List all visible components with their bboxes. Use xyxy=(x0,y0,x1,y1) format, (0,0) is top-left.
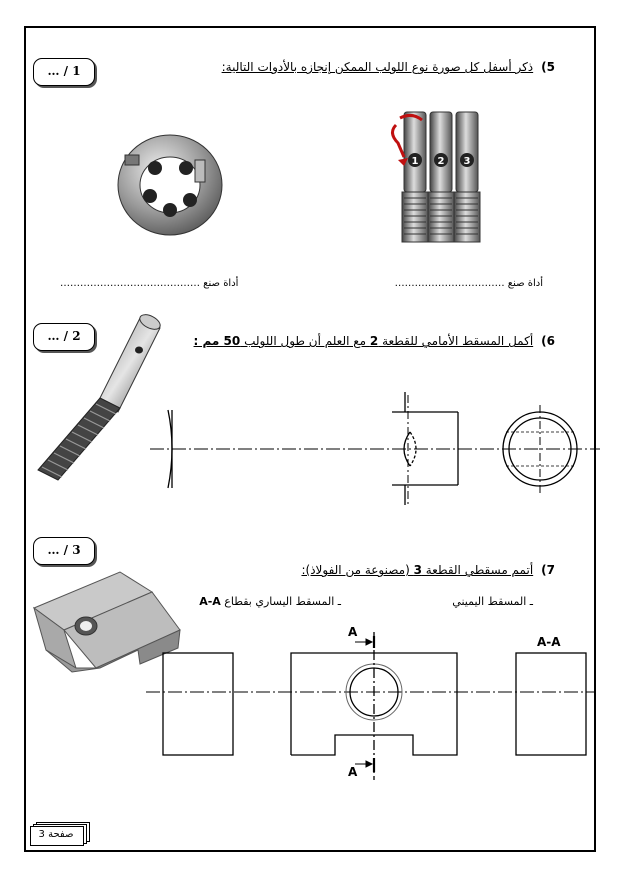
part-number: 3 xyxy=(413,563,422,577)
taps-set-image xyxy=(392,112,480,242)
tap-number-1: 1 xyxy=(411,156,419,167)
score-text: … / 2 xyxy=(47,329,81,343)
cut-letter-top: A xyxy=(348,625,358,639)
thread-length: 50 مم : xyxy=(193,334,241,348)
part-number: 2 xyxy=(369,334,379,348)
question-text: ذكر أسفل كل صورة نوع اللولب الممكن إنجازه بالأدوات التالية: xyxy=(221,60,534,74)
threaded-rod-image xyxy=(38,312,163,480)
score-text: … / 3 xyxy=(47,543,81,557)
q7-drawing xyxy=(146,632,596,780)
question-number: 7) xyxy=(541,563,555,577)
score-text: … / 1 xyxy=(47,64,81,78)
question-text: أكمل المسقط الأمامي للقطعة xyxy=(378,334,534,348)
cut-letter-bottom: A xyxy=(348,765,358,779)
threading-die-image xyxy=(118,135,222,235)
question-text: أتمم مسقطي القطعة xyxy=(421,563,534,577)
q6-drawing xyxy=(150,392,600,505)
angled-block-image xyxy=(34,572,180,672)
page-number: صفحة 3 xyxy=(38,829,74,840)
question-number: 6) xyxy=(541,334,555,348)
subtask-right-view: ـ المسقط اليميني xyxy=(452,595,533,608)
answer-line-die: أداة صنع …………………………………… xyxy=(60,278,239,289)
section-name: A-A xyxy=(199,595,221,608)
tap-number-3: 3 xyxy=(463,156,471,167)
answer-line-taps: أداة صنع …………………………… xyxy=(394,278,543,289)
question-number: 5) xyxy=(541,60,555,74)
tap-number-2: 2 xyxy=(437,156,445,167)
page-number-badge xyxy=(30,822,90,846)
question-text: مع العلم أن طول اللولب xyxy=(240,334,370,348)
question-text: (مصنوعة من الفولاذ): xyxy=(301,563,414,577)
section-view-label: A-A xyxy=(537,635,561,649)
subtask-text: ـ المسقط اليساري بقطاع xyxy=(220,595,341,608)
